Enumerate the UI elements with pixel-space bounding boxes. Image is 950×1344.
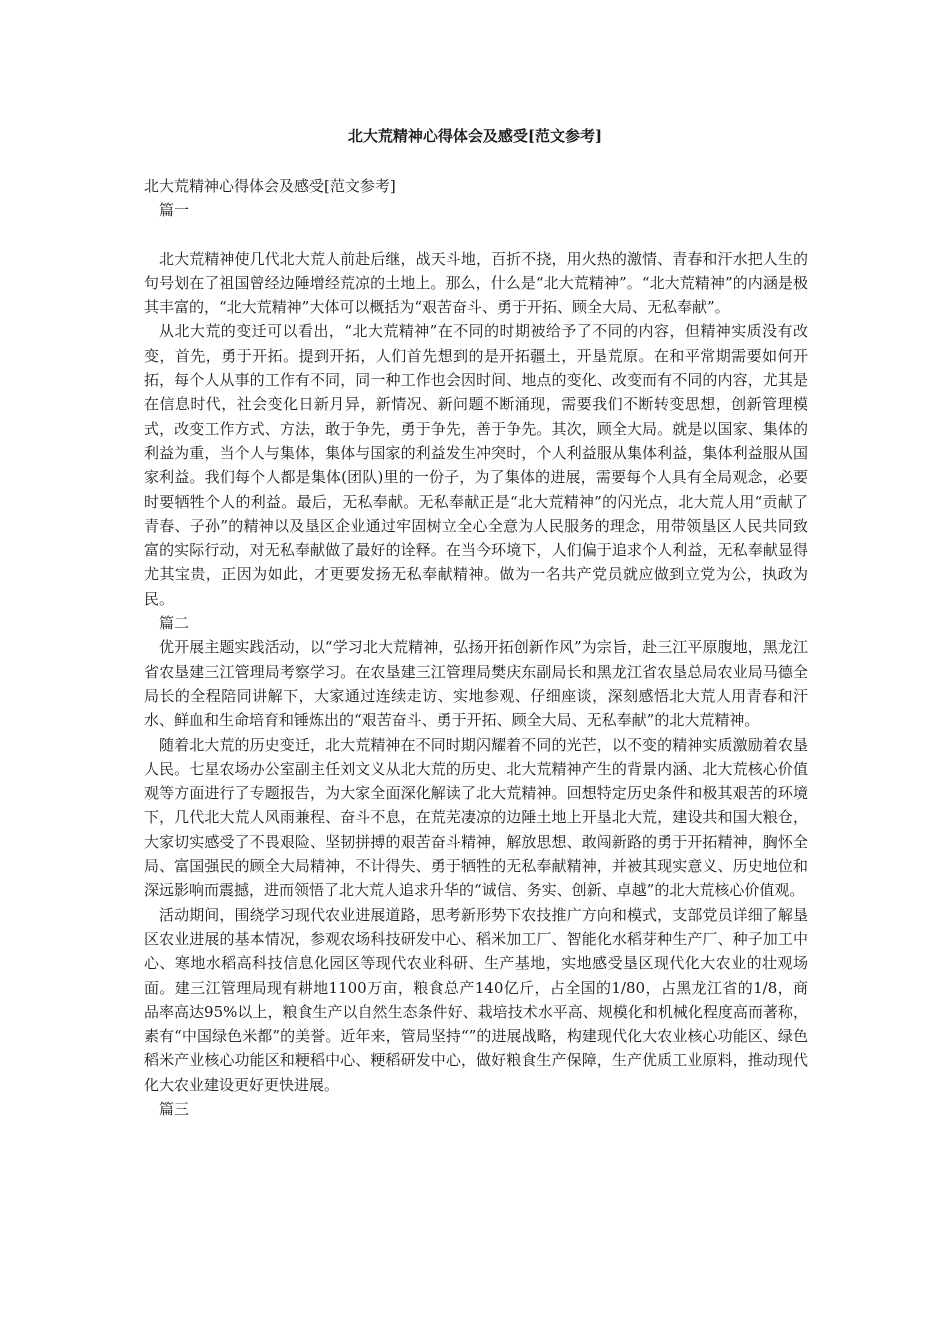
- document-title: 北大荒精神心得体会及感受[范文参考]: [347, 127, 603, 145]
- paragraph: 从北大荒的变迁可以看出，“北大荒精神”在不同的时期被给予了不同的内容，但精神实质没有改变，首先，勇于开拓。提到开拓，人们首先想到的是开拓疆土，开垦荒原。在和平常期需要如何开拓，每个人从事的工作有不同，同一种工作也会因时间、地点的变化、改变而有不同的内容，尤其是在信息时代，社会变化日新月异，新情况、新问题不断涌现，需要我们不断转变思想，创新管理模式，改变工作方式、方法，敢于争先，勇于争先，善于争先。其次，顾全大局。就是以国家、集体的利益为重，当个人与集体，集体与国家的利益发生冲突时，个人利益服从集体利益，集体利益服从国家利益。我们每个人都是集体(团队)里的一份子，为了集体的进展，需要每个人具有全局观念，必要时要牺牲个人的利益。最后，无私奉献。无私奉献正是“北大荒精神”的闪光点，北大荒人用“贡献了青春、子孙”的精神以及垦区企业通过牢固树立全心全意为人民服务的理念，用带领垦区人民共同致富的实际行动，对无私奉献做了最好的诠释。在当今环境下，人们偏于追求个人利益，无私奉献显得尤其宝贵，正因为如此，才更要发扬无私奉献精神。做为一名共产党员就应做到立党为公，执政为民。: [144, 322, 808, 608]
- paragraph: 北大荒精神使几代北大荒人前赴后继，战天斗地，百折不挠，用火热的激情、青春和汗水把人生的句号划在了祖国曾经边陲增经荒凉的土地上。那么，什么是“北大荒精神”。“北大荒精神”的内涵是极其丰富的，“北大荒精神”大体可以概括为“艰苦奋斗、勇于开拓、顾全大局、无私奉献”。: [144, 249, 808, 317]
- document-body: [144, 174, 808, 1121]
- paragraph: 优开展主题实践活动，以“学习北大荒精神，弘扬开拓创新作风”为宗旨，赴三江平原腹地，黑龙江省农垦建三江管理局考察学习。在农垦建三江管理局樊庆东副局长和黑龙江省农垦总局农业局马德全局长的全程陪同讲解下，大家通过连续走访、实地参观、仔细座谈，深刻感悟北大荒人用青春和汗水、鲜血和生命培育和锤炼出的“艰苦奋斗、勇于开拓、顾全大局、无私奉献”的北大荒精神。: [144, 638, 808, 730]
- paragraph: 活动期间，围绕学习现代农业进展道路，思考新形势下农技推广方向和模式，支部党员详细了解垦区农业进展的基本情况，参观农场科技研发中心、稻米加工厂、智能化水稻芽种生产厂、种子加工中心、寒地水稻高科技信息化园区等现代农业科研、生产基地，实地感受垦区现代化大农业的壮观场面。建三江管理局现有耕地1100万亩，粮食总产140亿斤，占全国的1/80，占黑龙江省的1/8，商品率高达95%以上，粮食生产以自然生态条件好、栽培技术水平高、规模化和机械化程度高而著称，素有“中国绿色米都”的美誉。近年来，管局坚持“”的进展战略，构建现代化大农业核心功能区、绿色稻米产业核心功能区和粳稻中心、粳稻研发中心，做好粮食生产保障，生产优质工业原料，推动现代化大农业建设更好更快进展。: [144, 905, 808, 1094]
- section-label-3: 篇三: [159, 1099, 190, 1118]
- section-label-1: 篇一: [159, 201, 190, 220]
- paragraph: 随着北大荒的历史变迁，北大荒精神在不同时期闪耀着不同的光芒，以不变的精神实质激励着农垦人民。七星农场办公室副主任刘文义从北大荒的历史、北大荒精神产生的背景内涵、北大荒核心价值观等方面进行了专题报告，为大家全面深化解读了北大荒精神。回想特定历史条件和极其艰苦的环境下，几代北大荒人风雨兼程、奋斗不息，在荒芜凄凉的边陲土地上开垦北大荒，建设共和国大粮仓，大家切实感受了不畏艰险、坚韧拼搏的艰苦奋斗精神，解放思想、敢闯新路的勇于开拓精神，胸怀全局、富国强民的顾全大局精神，不计得失、勇于牺牲的无私奉献精神，并被其现实意义、历史地位和深远影响而震撼，进而领悟了北大荒人追求升华的“诚信、务实、创新、卓越”的北大荒核心价值观。: [144, 735, 808, 900]
- document-subtitle: 北大荒精神心得体会及感受[范文参考]: [144, 177, 396, 195]
- section-label-2: 篇二: [159, 614, 190, 633]
